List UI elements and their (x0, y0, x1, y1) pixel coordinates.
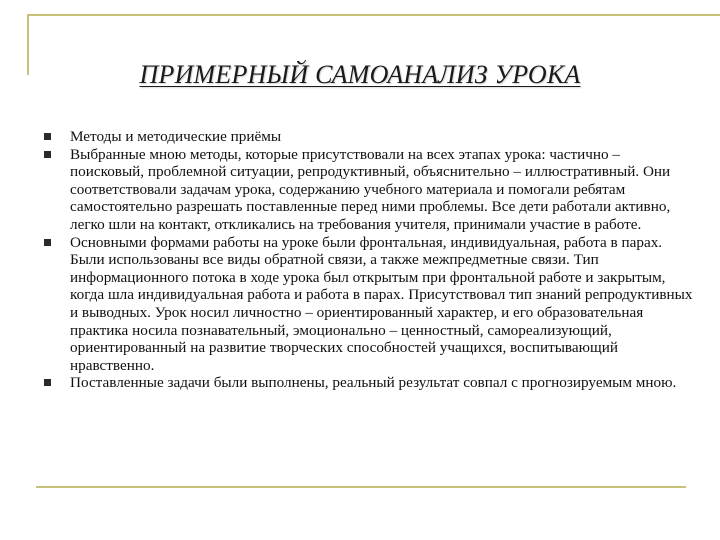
bullet-item-chosen-methods (44, 146, 694, 234)
frame-top-line (27, 14, 720, 16)
bullet-item-work-forms (44, 234, 694, 375)
bullet-text: Методы и методические приёмы (70, 128, 282, 145)
bullet-text: Основными формами работы на уроке были фронтальная, индивидуальная, работа в парах. Были использованы все виды обратной связи, а также межпредметные связи. Тип информационного потока в ходе урока был открытым при фронтальной работе и закрытым, когда шла индивидуальная работа и работа в парах. Присутствовал тип знаний репродуктивных и выводных. Урок носил личностно – ориентированный характер, и его образовательная практика носила познавательный, эмоционально – ценностный, самореализующий, ориентированный на развитие творческих способностей учащихся, воспитывающий нравственно. (70, 233, 693, 374)
square-bullet-icon (44, 151, 51, 158)
square-bullet-icon (44, 379, 51, 386)
frame-left-line (27, 14, 29, 75)
bullet-list (44, 128, 694, 392)
slide-title: ПРИМЕРНЫЙ САМОАНАЛИЗ УРОКА (139, 60, 581, 89)
bullet-item-result (44, 374, 694, 392)
square-bullet-icon (44, 239, 51, 246)
bullet-item-methods (44, 128, 694, 146)
square-bullet-icon (44, 133, 51, 140)
bullet-text: Поставленные задачи были выполнены, реальный результат совпал с прогнозируемым мною. (70, 374, 677, 392)
frame-bottom-line (36, 486, 686, 488)
bullet-text: Выбранные мною методы, которые присутствовали на всех этапах урока: частично – поисковый, проблемной ситуации, репродуктивный, объяснительно – иллюстративный. Они соответствовали задачам урока, содержанию учебного материала и помогали ребятам самостоятельно разрешать поставленные перед ними проблемы. Все дети работали активно, легко шли на контакт, откликались на требования учителя, принимали участие в работе. (70, 145, 671, 233)
